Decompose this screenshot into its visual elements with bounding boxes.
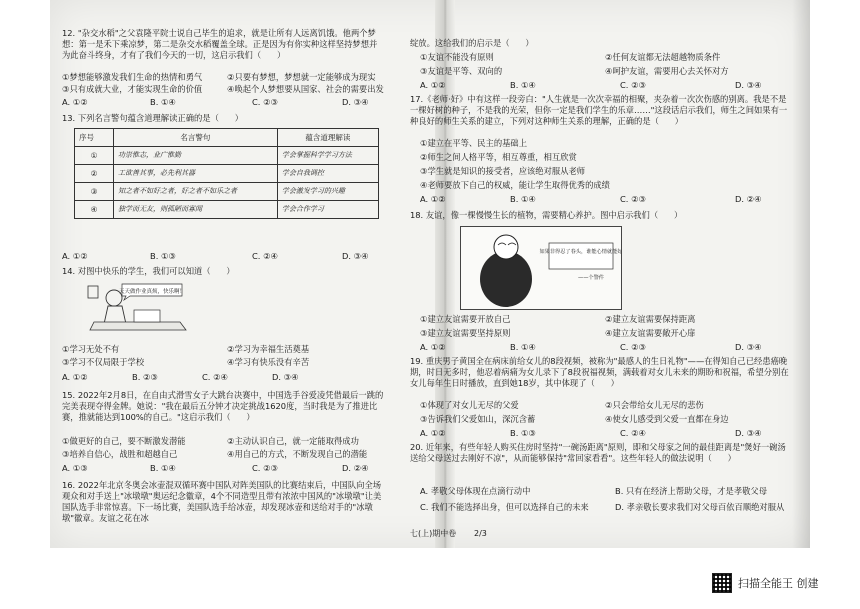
q12-option-d: D. ③④ (342, 97, 369, 107)
q15-option-c: C. ②③ (252, 463, 278, 473)
q15-option-d: D. ②④ (342, 463, 369, 473)
table-cell: ① (75, 147, 114, 165)
q14-option-c: C. ②④ (202, 372, 228, 382)
q14-item-2: ②学习为幸福生活奠基 (227, 344, 310, 354)
question-17: 17.《老师·好》中有这样一段旁白："人生就是一次次幸福的相聚，夹杂着一次次伤感的别离。我是不是一棵好树的种子，不是我的光荣，但你一定是我们学生的乐章……"这段话启示我们，师生之间如果有一种良好的师生关系的建立，下列对这种师生关系的理解，正确的是（ ） (410, 94, 788, 126)
q13-option-a: A. ①② (62, 251, 88, 261)
table-header: 蕴含道理解读 (277, 129, 378, 147)
q19-option-b: B. ①③ (510, 428, 536, 438)
table-header: 序号 (75, 129, 114, 147)
table-cell: 知之者不如好之者，好之者不如乐之者 (114, 183, 278, 201)
q15-item-3: ③培养自信心，战胜和超越自己 (62, 449, 178, 459)
q17-item-1: ①建立在平等、民主的基础上 (420, 138, 528, 148)
q19-option-d: D. ③④ (735, 428, 762, 438)
question-16-continued: 绽放。这给我们的启示是（ ） (410, 38, 534, 48)
q19-item-1: ①体现了对女儿无尽的父爱 (420, 400, 519, 410)
table-cell: 学会合作学习 (277, 201, 378, 219)
q15-item-4: ④用自己的方式，不断发现自己的潜能 (227, 449, 368, 459)
q17-item-2: ②师生之间人格平等，相互尊重，相互欣赏 (420, 152, 577, 162)
q19-item-3: ③告诉我们父爱如山，深沉含蓄 (420, 414, 536, 424)
table-cell: 学会掌握科学学习方法 (277, 147, 378, 165)
q15-option-a: A. ①③ (62, 463, 88, 473)
q17-option-d: D. ②④ (735, 194, 762, 204)
q12-item-1: ①梦想能够激发我们生命的热情和勇气 (62, 72, 203, 82)
edge-shadow (792, 0, 810, 548)
q16-option-c: C. ②③ (620, 80, 646, 90)
cartoon-illustration (461, 227, 621, 309)
table-row (75, 147, 379, 165)
q19-option-c: C. ②④ (620, 428, 646, 438)
q14-option-a: A. ①② (62, 372, 88, 382)
table-header: 名言警句 (114, 129, 278, 147)
table-row (75, 165, 379, 183)
q18-option-b: B. ①④ (510, 342, 536, 352)
cartoon-speech: 天天做作业真烦，快乐啊！ (118, 289, 186, 295)
cartoon-bubble-caption: ——个警件 (578, 275, 604, 281)
q20-option-b: B. 只有在经济上帮助父母，才是孝敬父母 (615, 486, 768, 496)
page-footer: 七(上)期中卷 (410, 529, 457, 538)
q16-item-1: ①友谊不能没有原则 (420, 52, 494, 62)
q20-option-d: D. 孝亲敬长要求我们对父母百依百顺绝对服从 (615, 502, 785, 512)
table-header-row (75, 129, 379, 147)
q17-item-4: ④老师要放下自己的权威，能让学生取得优秀的成绩 (420, 180, 610, 190)
mottos-table (74, 128, 379, 219)
q19-item-2: ②只会带给女儿无尽的悲伤 (605, 400, 704, 410)
table-cell: ③ (75, 183, 114, 201)
question-15: 15. 2022年2月8日，在自由式滑雪女子大跳台决赛中，中国选手谷爱凌凭借最后一跳的完美表现夺得金牌。她说："我在最后五分钟才决定挑战1620度，当时我是为了推进比赛，推就能达到100%的自己。"这启示我们（ ） (62, 390, 384, 422)
table-cell: 工欲善其事，必先利其器 (114, 165, 278, 183)
q16-item-3: ③友谊是平等、双向的 (420, 66, 503, 76)
q14-item-3: ③学习不仅局限于学校 (62, 357, 145, 367)
q12-item-3: ③只有成就大业，才能实现生命的价值 (62, 84, 203, 94)
q12-item-2: ②只要有梦想，梦想就一定能够成为现实 (227, 72, 376, 82)
table-cell: ② (75, 165, 114, 183)
table-row (75, 183, 379, 201)
table-cell: 学会激发学习的兴趣 (277, 183, 378, 201)
q16-option-a: A. ①② (420, 80, 446, 90)
q17-option-b: B. ①④ (510, 194, 536, 204)
q18-option-d: D. ③④ (735, 342, 762, 352)
q18-item-3: ③建立友谊需要坚持原则 (420, 328, 511, 338)
table-cell: 学会自我调控 (277, 165, 378, 183)
q12-option-c: C. ②③ (252, 97, 278, 107)
q14-option-d: D. ③④ (272, 372, 299, 382)
q14-option-b: B. ②③ (132, 372, 158, 382)
q17-option-c: C. ②③ (620, 194, 646, 204)
q16-option-b: B. ①④ (510, 80, 536, 90)
table-cell: ④ (75, 201, 114, 219)
page-number: 2/3 (474, 529, 487, 538)
q12-option-a: A. ①② (62, 97, 88, 107)
brand-label: 扫描全能王 创建 (738, 577, 819, 590)
q20-option-a: A. 孝敬父母体现在点滴行动中 (420, 486, 531, 496)
q18-option-c: C. ②③ (620, 342, 646, 352)
q18-item-1: ①建立友谊需要开放自己 (420, 314, 511, 324)
question-18: 18. 友谊，像一棵慢慢生长的植物，需要精心养护。图中启示我们（ ） (410, 210, 683, 220)
q16-item-4: ④呵护友谊，需要用心去关怀对方 (605, 66, 729, 76)
q18-item-4: ④建立友谊需要敞开心扉 (605, 328, 696, 338)
student-illustration (82, 280, 192, 334)
q15-option-b: B. ①④ (150, 463, 176, 473)
question-20: 20. 近年来，有些年轻人购买住房时坚持"一碗汤距离"原则，即和父母家之间的最佳距离是"煲好一碗汤送给父母送过去刚好不凉"，从而能够保持"常回家看看"。这些年轻人的做法说明（ ） (410, 442, 786, 463)
q16-option-d: D. ③④ (735, 80, 762, 90)
q12-item-4: ④唤起个人梦想要从国家、社会的需要出发 (227, 84, 384, 94)
q13-option-c: C. ②④ (252, 251, 278, 261)
question-14: 14. 对图中快乐的学生，我们可以知道（ ） (62, 266, 235, 276)
q13-option-b: B. ①③ (150, 251, 176, 261)
q14-item-4: ④学习有快乐没有辛苦 (227, 357, 310, 367)
q15-item-2: ②主动认识自己，就一定能取得成功 (227, 436, 359, 446)
q16-item-2: ②任何友谊都无法超越物质条件 (605, 52, 721, 62)
question-16: 16. 2022年北京冬奥会冰壶混双循环赛中国队对阵美国队的比赛结束后，中国队向全场观众和对手送上"冰墩墩"奥运纪念徽章，4个不同造型且带有浓浓中国风的"冰墩墩"让美国队选手非常惊喜。下一场比赛，美国队选手给冰壶，却发现冰壶和送给对手的"冰墩墩"徽章。友谊之花在冰 (62, 480, 382, 523)
q19-item-4: ④使女儿感受到父爱一直都在身边 (605, 414, 729, 424)
table-cell: 独学而无友，则孤陋而寡闻 (114, 201, 278, 219)
table-cell: 功崇惟志，业广惟勤 (114, 147, 278, 165)
q18-option-a: A. ①② (420, 342, 446, 352)
qr-code-icon (712, 573, 732, 593)
q20-option-c: C. 我们不能选择出身，但可以选择自己的未来 (420, 502, 589, 512)
q17-item-3: ③学生就是知识的接受者，应该绝对服从老师 (420, 166, 586, 176)
question-12: 12. "杂交水稻"之父袁隆平院士说自己毕生的追求，就是让所有人远离饥饿。他两个梦想：第一是禾下乘凉梦，第二是杂交水稻覆盖全球。正是因为有你实种这样坚持梦想并为此奋斗终身，才有了我们今天的一切，这启示我们（ ） (62, 28, 378, 60)
q14-item-1: ①学习无处不有 (62, 344, 120, 354)
table-row (75, 201, 379, 219)
q13-option-d: D. ③④ (342, 251, 369, 261)
friendship-cartoon (460, 226, 622, 310)
question-13: 13. 下列名言警句蕴含道理解读正确的是（ ） (62, 113, 244, 123)
question-19: 19. 重庆男子黄国全在病床前给女儿的8段视频，被称为"最感人的生日礼物"——在得知自己已经患癌晚期，时日无多时，他忍着病痛为女儿录下了8段祝福视频，满载着对女儿未来的期盼和祝福，希望分别在女儿每年生日时播放，直到她18岁，其中体现了（ ） (410, 356, 789, 388)
student-cartoon (82, 280, 192, 334)
cartoon-bubble-text: 如果非得忍了春头，谁能心情就能好 (539, 249, 621, 255)
scanner-brand (712, 572, 852, 594)
q12-option-b: B. ①④ (150, 97, 176, 107)
q19-option-a: A. ①② (420, 428, 446, 438)
q18-item-2: ②建立友谊需要保持距离 (605, 314, 696, 324)
q17-option-a: A. ①② (420, 194, 446, 204)
q15-item-1: ①做更好的自己，要不断激发潜能 (62, 436, 186, 446)
